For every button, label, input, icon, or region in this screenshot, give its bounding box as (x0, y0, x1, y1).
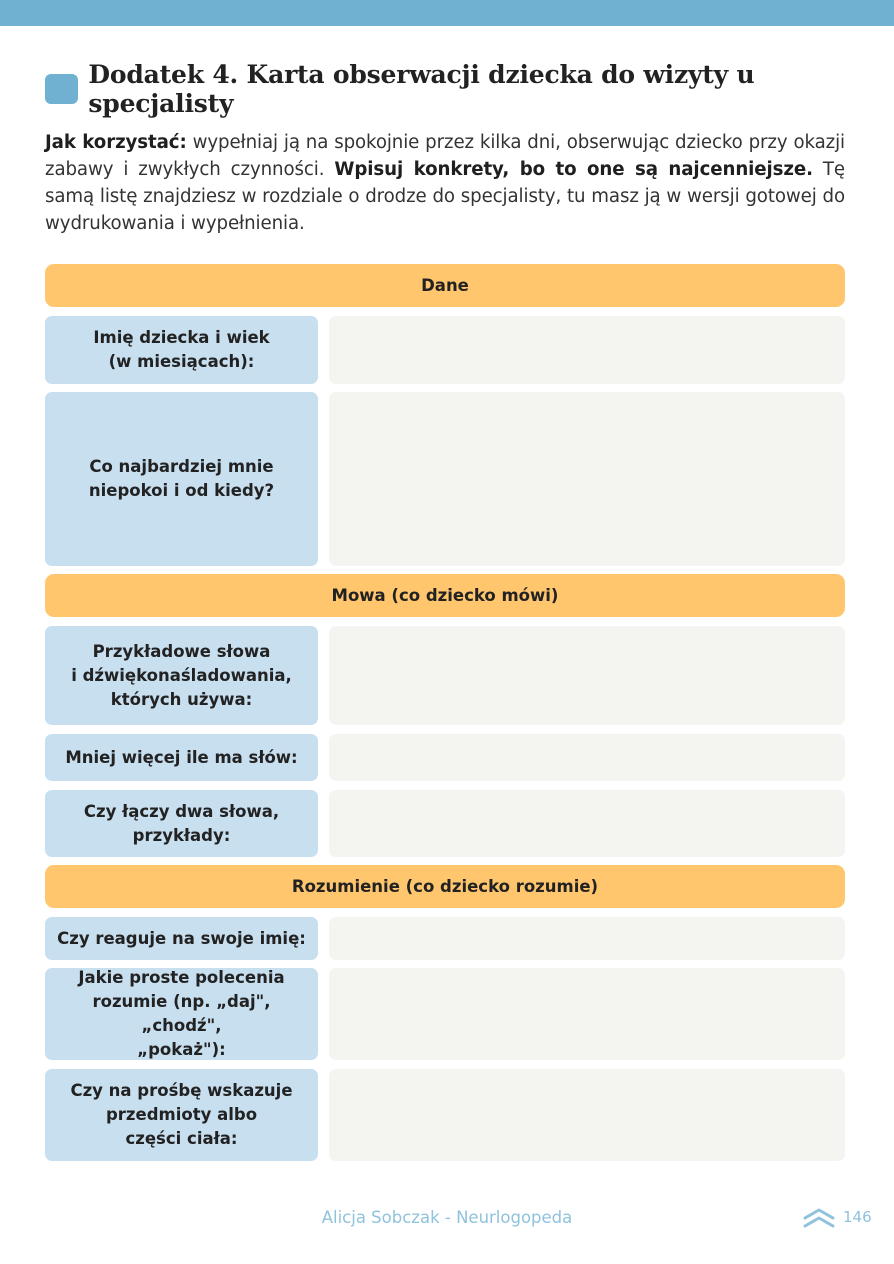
page-heading (45, 60, 894, 118)
answer-field-points-to-objects[interactable] (329, 1069, 845, 1161)
answer-field-two-word-phrases[interactable] (329, 790, 845, 857)
label-simple-commands (45, 968, 318, 1060)
section-header-rozumienie: Rozumienie (co dziecko rozumie) (45, 865, 845, 908)
label-text: Przykładowe słowa i dźwiękonaśladowania, których używa: (71, 641, 292, 709)
label-two-word-phrases (45, 790, 318, 857)
intro-text-2: Tę samą listę znajdziesz w rozdziale o drodze do specjalisty, tu masz ją w wersji gotowej do wydrukowania i wypełnienia. (45, 159, 845, 234)
answer-field-child-name-age[interactable] (329, 316, 845, 384)
answer-field-word-count[interactable] (329, 734, 845, 781)
intro-text-1: wypełniaj ją na spokojnie przez kilka dni, obserwując dziecko przy okazji zabawy i zwykłych czynności. (45, 132, 845, 180)
answer-field-main-concern[interactable] (329, 392, 845, 566)
answer-field-responds-to-name[interactable] (329, 917, 845, 960)
top-color-bar (0, 0, 894, 26)
page-title: Dodatek 4. Karta obserwacji dziecka do wizyty u specjalisty (88, 60, 755, 118)
section-header-dane: Dane (45, 264, 845, 307)
intro-emphasis: Wpisuj konkrety, bo to one są najcenniejsze. (334, 159, 813, 180)
label-text: Czy reaguje na swoje imię: (57, 928, 306, 948)
label-text: Jakie proste polecenia rozumie (np. „daj", „chodź", „pokaż"): (78, 968, 285, 1059)
answer-field-simple-commands[interactable] (329, 968, 845, 1060)
label-text: Czy na prośbę wskazuje przedmioty albo części ciała: (70, 1081, 293, 1148)
label-example-words (45, 626, 318, 725)
label-child-name-age (45, 316, 318, 384)
label-word-count (45, 734, 318, 781)
label-text: Mniej więcej ile ma słów: (65, 747, 298, 767)
label-text: Co najbardziej mnie niepokoi i od kiedy? (88, 457, 275, 500)
label-text: Imię dziecka i wiek (w miesiącach): (93, 328, 270, 371)
label-main-concern (45, 392, 318, 566)
intro-lead: Jak korzystać: (45, 132, 187, 153)
section-header-mowa: Mowa (co dziecko mówi) (45, 574, 845, 617)
footer-author: Alicja Sobczak - Neurlogopeda (321, 1208, 573, 1227)
page-number: 146 (843, 1208, 872, 1226)
label-points-to-objects (45, 1069, 318, 1161)
heading-marker-square (45, 74, 78, 104)
label-text: Czy łączy dwa słowa, przykłady: (83, 801, 280, 845)
label-responds-to-name (45, 917, 318, 960)
intro-paragraph (45, 129, 845, 237)
double-chevron-up-icon (803, 1206, 835, 1228)
answer-field-example-words[interactable] (329, 626, 845, 725)
